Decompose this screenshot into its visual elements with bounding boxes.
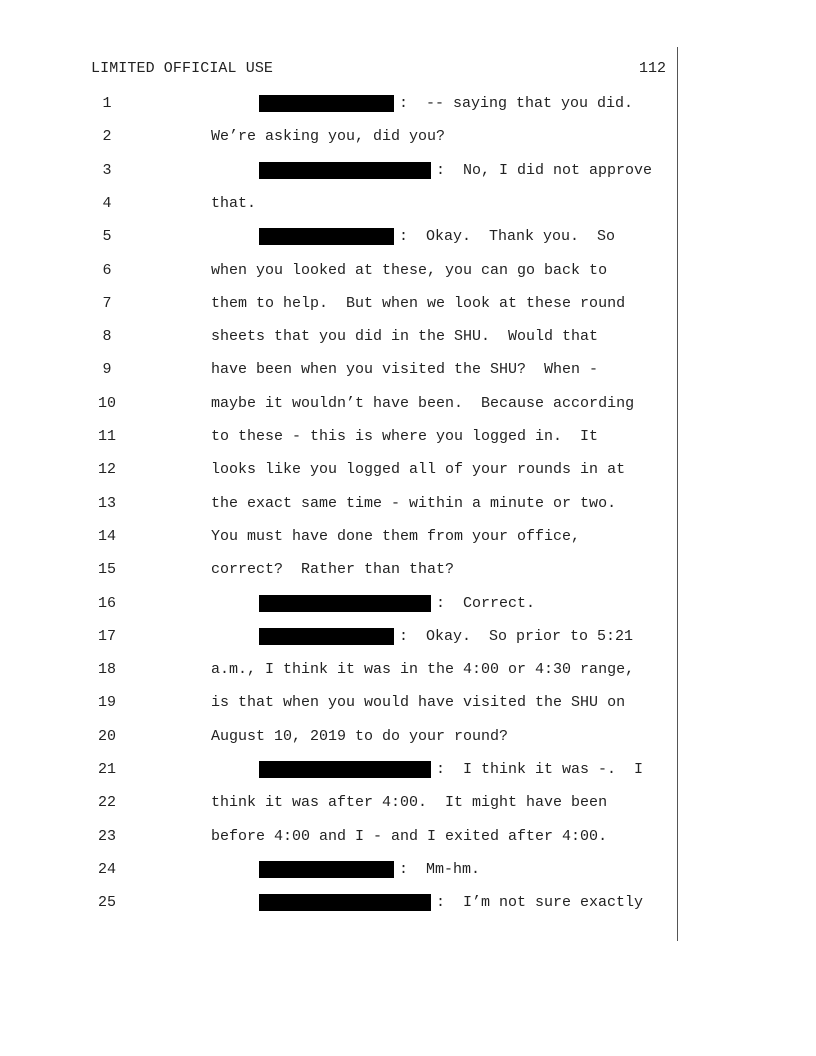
line-number: 9 bbox=[102, 361, 112, 379]
transcript-line bbox=[0, 820, 816, 853]
transcript-line bbox=[0, 120, 816, 153]
speaker-line bbox=[259, 886, 643, 919]
transcript-line bbox=[0, 487, 816, 520]
transcript-line bbox=[0, 420, 816, 453]
line-number: 20 bbox=[97, 727, 116, 745]
line-text: : No, I did not approve bbox=[436, 161, 653, 179]
line-text: when you looked at these, you can go back to bbox=[211, 261, 608, 279]
line-text: : Okay. So prior to 5:21 bbox=[399, 627, 634, 645]
line-text: : -- saying that you did. bbox=[399, 95, 634, 112]
line-text: August 10, 2019 to do your round? bbox=[211, 727, 509, 745]
transcript-line bbox=[0, 786, 816, 819]
speaker-line bbox=[259, 620, 633, 653]
line-text: : I’m not sure exactly bbox=[436, 894, 644, 912]
line-text: correct? Rather than that? bbox=[211, 561, 455, 579]
transcript-line bbox=[0, 720, 816, 753]
line-text: think it was after 4:00. It might have been bbox=[211, 794, 608, 812]
line-number: 7 bbox=[102, 294, 112, 312]
line-number: 3 bbox=[102, 161, 112, 179]
line-number: 21 bbox=[97, 761, 116, 778]
transcript-line bbox=[0, 686, 816, 719]
line-text: We’re asking you, did you? bbox=[211, 128, 446, 146]
transcript-line bbox=[0, 886, 816, 919]
transcript-line bbox=[0, 853, 816, 886]
line-text: that. bbox=[211, 194, 257, 212]
line-number: 22 bbox=[97, 794, 116, 812]
speaker-line bbox=[259, 154, 652, 187]
transcript-line bbox=[0, 254, 816, 287]
transcript-line bbox=[0, 587, 816, 620]
line-text: sheets that you did in the SHU. Would that bbox=[211, 328, 599, 346]
transcript-line bbox=[0, 520, 816, 553]
redacted-speaker-name bbox=[259, 228, 394, 245]
speaker-line bbox=[259, 853, 480, 886]
line-text: maybe it wouldn’t have been. Because according bbox=[211, 394, 635, 412]
line-number: 4 bbox=[102, 194, 112, 212]
line-number: 1 bbox=[102, 95, 112, 112]
line-number: 25 bbox=[97, 894, 116, 912]
line-text: : Mm-hm. bbox=[399, 860, 481, 878]
redacted-speaker-name bbox=[259, 628, 394, 645]
transcript-line bbox=[0, 187, 816, 220]
line-number: 17 bbox=[97, 627, 116, 645]
page-number: 112 bbox=[638, 60, 666, 77]
line-number: 8 bbox=[102, 328, 112, 346]
line-text: to these - this is where you logged in. It bbox=[211, 428, 599, 445]
line-text: : Okay. Thank you. So bbox=[399, 228, 616, 246]
line-text: have been when you visited the SHU? When - bbox=[211, 361, 599, 379]
line-number: 11 bbox=[97, 428, 116, 445]
transcript-line bbox=[0, 87, 816, 120]
speaker-line bbox=[259, 587, 535, 620]
line-text: : I think it was -. I bbox=[436, 761, 644, 778]
line-text: looks like you logged all of your rounds in at bbox=[211, 461, 626, 479]
line-number: 10 bbox=[97, 394, 116, 412]
transcript-line bbox=[0, 287, 816, 320]
line-text: is that when you would have visited the SHU on bbox=[211, 694, 626, 712]
line-text: the exact same time - within a minute or two. bbox=[211, 494, 617, 512]
transcript-line bbox=[0, 653, 816, 686]
transcript-line bbox=[0, 453, 816, 486]
classification-header: LIMITED OFFICIAL USE bbox=[91, 60, 274, 77]
line-number: 19 bbox=[97, 694, 116, 712]
transcript-line bbox=[0, 353, 816, 386]
line-text: : Correct. bbox=[436, 594, 536, 612]
line-number: 24 bbox=[97, 860, 116, 878]
line-number: 13 bbox=[97, 494, 116, 512]
line-number: 5 bbox=[102, 228, 112, 246]
line-number: 18 bbox=[97, 661, 116, 679]
line-number: 6 bbox=[102, 261, 112, 279]
line-text: before 4:00 and I - and I exited after 4:00. bbox=[211, 827, 608, 845]
line-number: 15 bbox=[97, 561, 116, 579]
transcript-line bbox=[0, 753, 816, 786]
transcript-line bbox=[0, 320, 816, 353]
redacted-speaker-name bbox=[259, 595, 431, 612]
transcript-line bbox=[0, 620, 816, 653]
line-text: a.m., I think it was in the 4:00 or 4:30 range, bbox=[211, 661, 635, 679]
redacted-speaker-name bbox=[259, 861, 394, 878]
redacted-speaker-name bbox=[259, 761, 431, 778]
line-number: 14 bbox=[97, 527, 116, 545]
speaker-line bbox=[259, 220, 615, 253]
transcript-line bbox=[0, 387, 816, 420]
line-number: 12 bbox=[97, 461, 116, 479]
redacted-speaker-name bbox=[259, 894, 431, 911]
line-number: 2 bbox=[102, 128, 112, 146]
transcript-line bbox=[0, 553, 816, 586]
redacted-speaker-name bbox=[259, 95, 394, 112]
transcript-line bbox=[0, 220, 816, 253]
line-text: them to help. But when we look at these round bbox=[211, 294, 626, 312]
speaker-line bbox=[259, 753, 643, 786]
speaker-line bbox=[259, 87, 633, 120]
line-text: You must have done them from your office, bbox=[211, 527, 581, 545]
transcript-line bbox=[0, 154, 816, 187]
line-number: 23 bbox=[97, 827, 116, 845]
redacted-speaker-name bbox=[259, 162, 431, 179]
line-number: 16 bbox=[97, 594, 116, 612]
